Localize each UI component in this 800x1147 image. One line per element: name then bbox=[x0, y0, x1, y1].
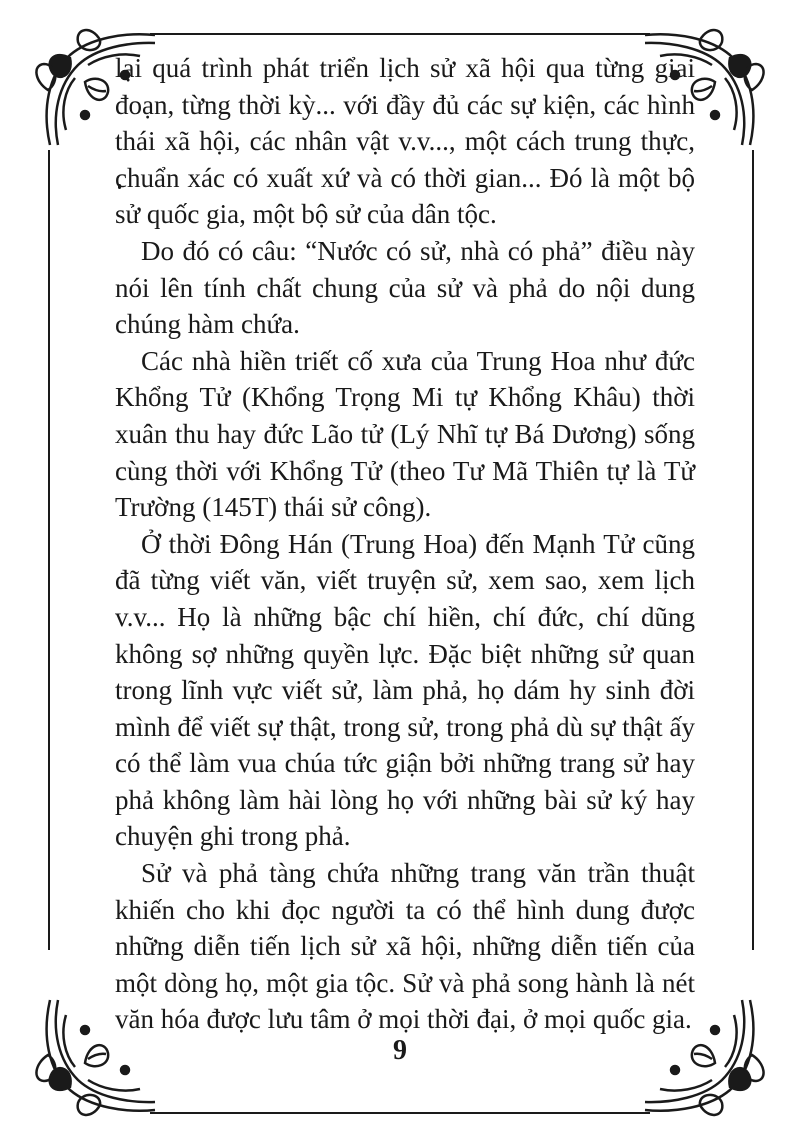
paragraph-4: Ở thời Đông Hán (Trung Hoa) đến Mạnh Tử cũng đã từng viết văn, viết truyện sử, xem sao, xem lịch v.v... Họ là những bậc chí hiền, chí đức, chí dũng không sợ những quyền lực. Đặc biệt những sử quan trong lĩnh vực viết sử, làm phả, họ dám hy sinh đời mình để viết sự thật, trong sử, trong phả dù sự thật ấy có thể làm vua chúa tức giận bởi những trang sử hay phả không làm hài lòng họ với những bài sử ký hay chuyện ghi trong phả. bbox=[115, 528, 695, 852]
frame-bottom-line bbox=[150, 1112, 650, 1114]
frame-top-line bbox=[150, 33, 650, 35]
frame-left-line bbox=[48, 150, 50, 950]
body-text bbox=[115, 50, 695, 1038]
paragraph-3: Các nhà hiền triết cố xưa của Trung Hoa như đức Khổng Tử (Khổng Trọng Mi tự Khổng Khâu) thời xuân thu hay đức Lão tử (Lý Nhĩ tự Bá Dương) sống cùng thời với Khổng Tử (theo Tư Mã Thiên tự là Tử Trường (145T) thái sử công). bbox=[115, 345, 695, 523]
paragraph-5: Sử và phả tàng chứa những trang văn trần thuật khiến cho khi đọc người ta có thể hình dung được những diễn tiến lịch sử xã hội, những diễn tiến của một dòng họ, một gia tộc. Sử và phả song hành là nét văn hóa được lưu tâm ở mọi thời đại, ở mọi quốc gia. bbox=[115, 858, 695, 1035]
page-number: 9 bbox=[393, 1035, 407, 1066]
paragraph-1: lại quá trình phát triển lịch sử xã hội qua từng giai đoạn, từng thời kỳ... với đầy đủ các sự kiện, các hình thái xã hội, các nhân vật v.v..., một cách trung thực, chuẩn xác có xuất xứ và có thời gian... Đó là một bộ sử quốc gia, một bộ sử của dân tộc. bbox=[115, 53, 695, 230]
paragraph-2: Do đó có câu: “Nước có sử, nhà có phả” điều này nói lên tính chất chung của sử và phả do nội dung chúng hàm chứa. bbox=[115, 235, 695, 340]
frame-right-line bbox=[752, 150, 754, 950]
